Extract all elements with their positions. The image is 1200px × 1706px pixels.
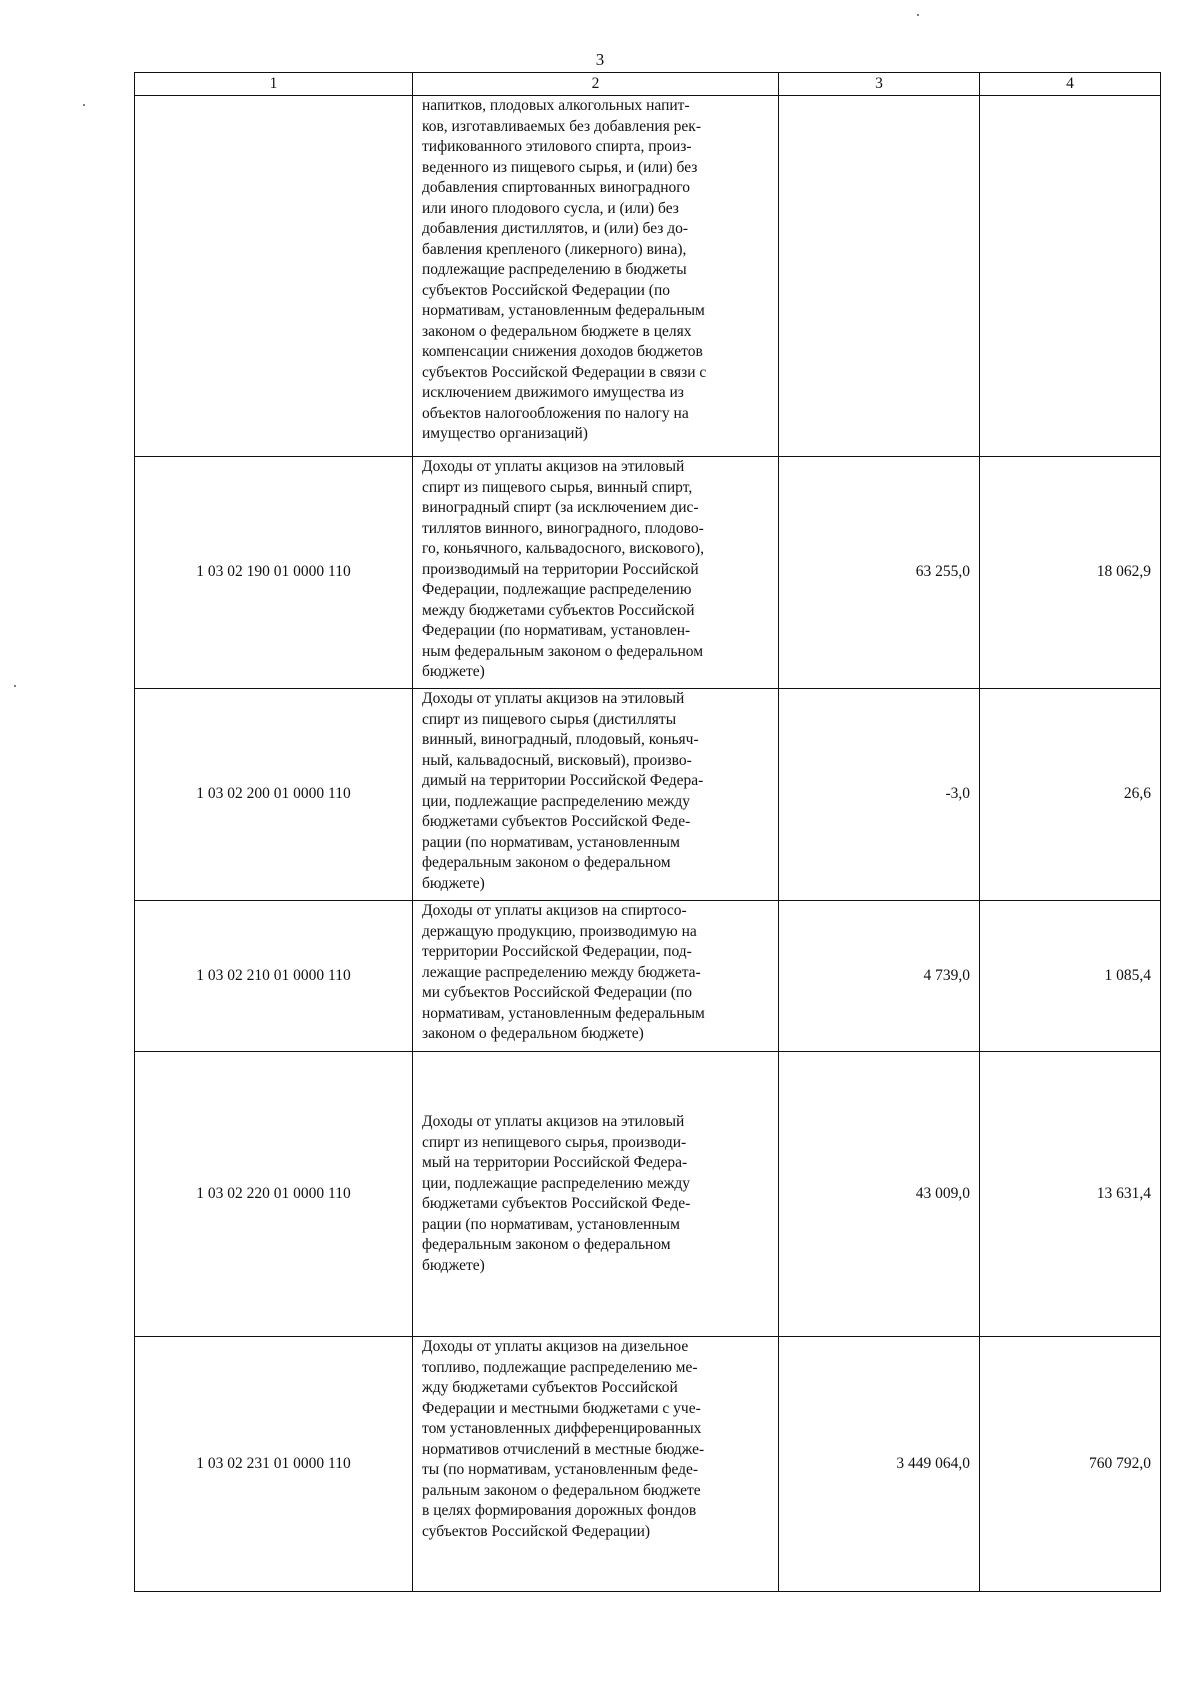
- table-row: [135, 901, 1161, 1052]
- table-header-row: [135, 73, 1161, 96]
- row-code: 1 03 02 210 01 0000 110: [135, 901, 413, 1052]
- row-code: [135, 96, 413, 457]
- row-code: 1 03 02 231 01 0000 110: [135, 1337, 413, 1592]
- row-value-col4: 13 631,4: [980, 1052, 1161, 1337]
- row-value-col3: 43 009,0: [779, 1052, 980, 1337]
- row-description: напитков, плодовых алкогольных напит- ков, изготавливаемых без добавления рек- тификованного этилового спирта, произ- веденного из пищевого сырья, и (или) без добавления спиртованных виноградного или иного плодового сусла, и (или) без добавления дистиллятов, и (или) без до- бавления крепленого (ликерного) вина), подлежащие распределению в бюджеты субъектов Российской Федерации (по нормативам, установленным федеральным законом о федеральном бюджете в целях компенсации снижения доходов бюджетов субъектов Российской Федерации в связи с исключением движимого имущества из объектов налогообложения по налогу на имущество организаций): [413, 96, 779, 457]
- row-code: 1 03 02 200 01 0000 110: [135, 689, 413, 901]
- column-header-3: 3: [779, 73, 980, 96]
- row-value-col3: 63 255,0: [779, 457, 980, 689]
- row-value-col4: 760 792,0: [980, 1337, 1161, 1592]
- scan-speck: [14, 685, 16, 687]
- table-row: [135, 457, 1161, 689]
- row-code: 1 03 02 220 01 0000 110: [135, 1052, 413, 1337]
- row-value-col4: 18 062,9: [980, 457, 1161, 689]
- table-row: [135, 1337, 1161, 1592]
- row-value-col3: [779, 96, 980, 457]
- row-value-col3: 3 449 064,0: [779, 1337, 980, 1592]
- row-value-col3: -3,0: [779, 689, 980, 901]
- row-description: Доходы от уплаты акцизов на дизельное топливо, подлежащие распределению ме- жду бюджетами субъектов Российской Федерации и местными бюджетами с уче- том установленных дифференцированных нормативов отчислений в местные бюдже- ты (по нормативам, установленным феде- ральным законом о федеральном бюджете в целях формирования дорожных фондов субъектов Российской Федерации): [413, 1337, 779, 1592]
- row-code: 1 03 02 190 01 0000 110: [135, 457, 413, 689]
- table-row: [135, 1052, 1161, 1337]
- row-description: Доходы от уплаты акцизов на этиловый спирт из непищевого сырья, производи- мый на территории Российской Федера- ции, подлежащие распределению между бюджетами субъектов Российской Феде- рации (по нормативам, установленным федеральным законом о федеральном бюджете): [413, 1052, 779, 1337]
- row-description: Доходы от уплаты акцизов на этиловый спирт из пищевого сырья (дистилляты винный, виноградный, плодовый, коньяч- ный, кальвадосный, висковый), произво- димый на территории Российской Федера- ции, подлежащие распределению между бюджетами субъектов Российской Феде- рации (по нормативам, установленным федеральным законом о федеральном бюджете): [413, 689, 779, 901]
- row-value-col4: [980, 96, 1161, 457]
- column-header-2: 2: [413, 73, 779, 96]
- page-number: 3: [595, 50, 605, 69]
- row-value-col3: 4 739,0: [779, 901, 980, 1052]
- table-row: [135, 689, 1161, 901]
- row-value-col4: 1 085,4: [980, 901, 1161, 1052]
- column-header-1: 1: [135, 73, 413, 96]
- scan-speck: [917, 14, 919, 16]
- row-value-col4: 26,6: [980, 689, 1161, 901]
- table-row: [135, 96, 1161, 457]
- row-description: Доходы от уплаты акцизов на спиртосо- держащую продукцию, производимую на территории Российской Федерации, под- лежащие распределению между бюджета- ми субъектов Российской Федерации (по нормативам, установленным федеральным законом о федеральном бюджете): [413, 901, 779, 1052]
- scan-speck: [83, 104, 85, 106]
- row-description: Доходы от уплаты акцизов на этиловый спирт из пищевого сырья, винный спирт, виноградный спирт (за исключением дис- тиллятов винного, виноградного, плодово- го, коньячного, кальвадосного, вискового), производимый на территории Российской Федерации, подлежащие распределению между бюджетами субъектов Российской Федерации (по нормативам, установлен- ным федеральным законом о федеральном бюджете): [413, 457, 779, 689]
- column-header-4: 4: [980, 73, 1161, 96]
- revenue-table: [134, 72, 1161, 1592]
